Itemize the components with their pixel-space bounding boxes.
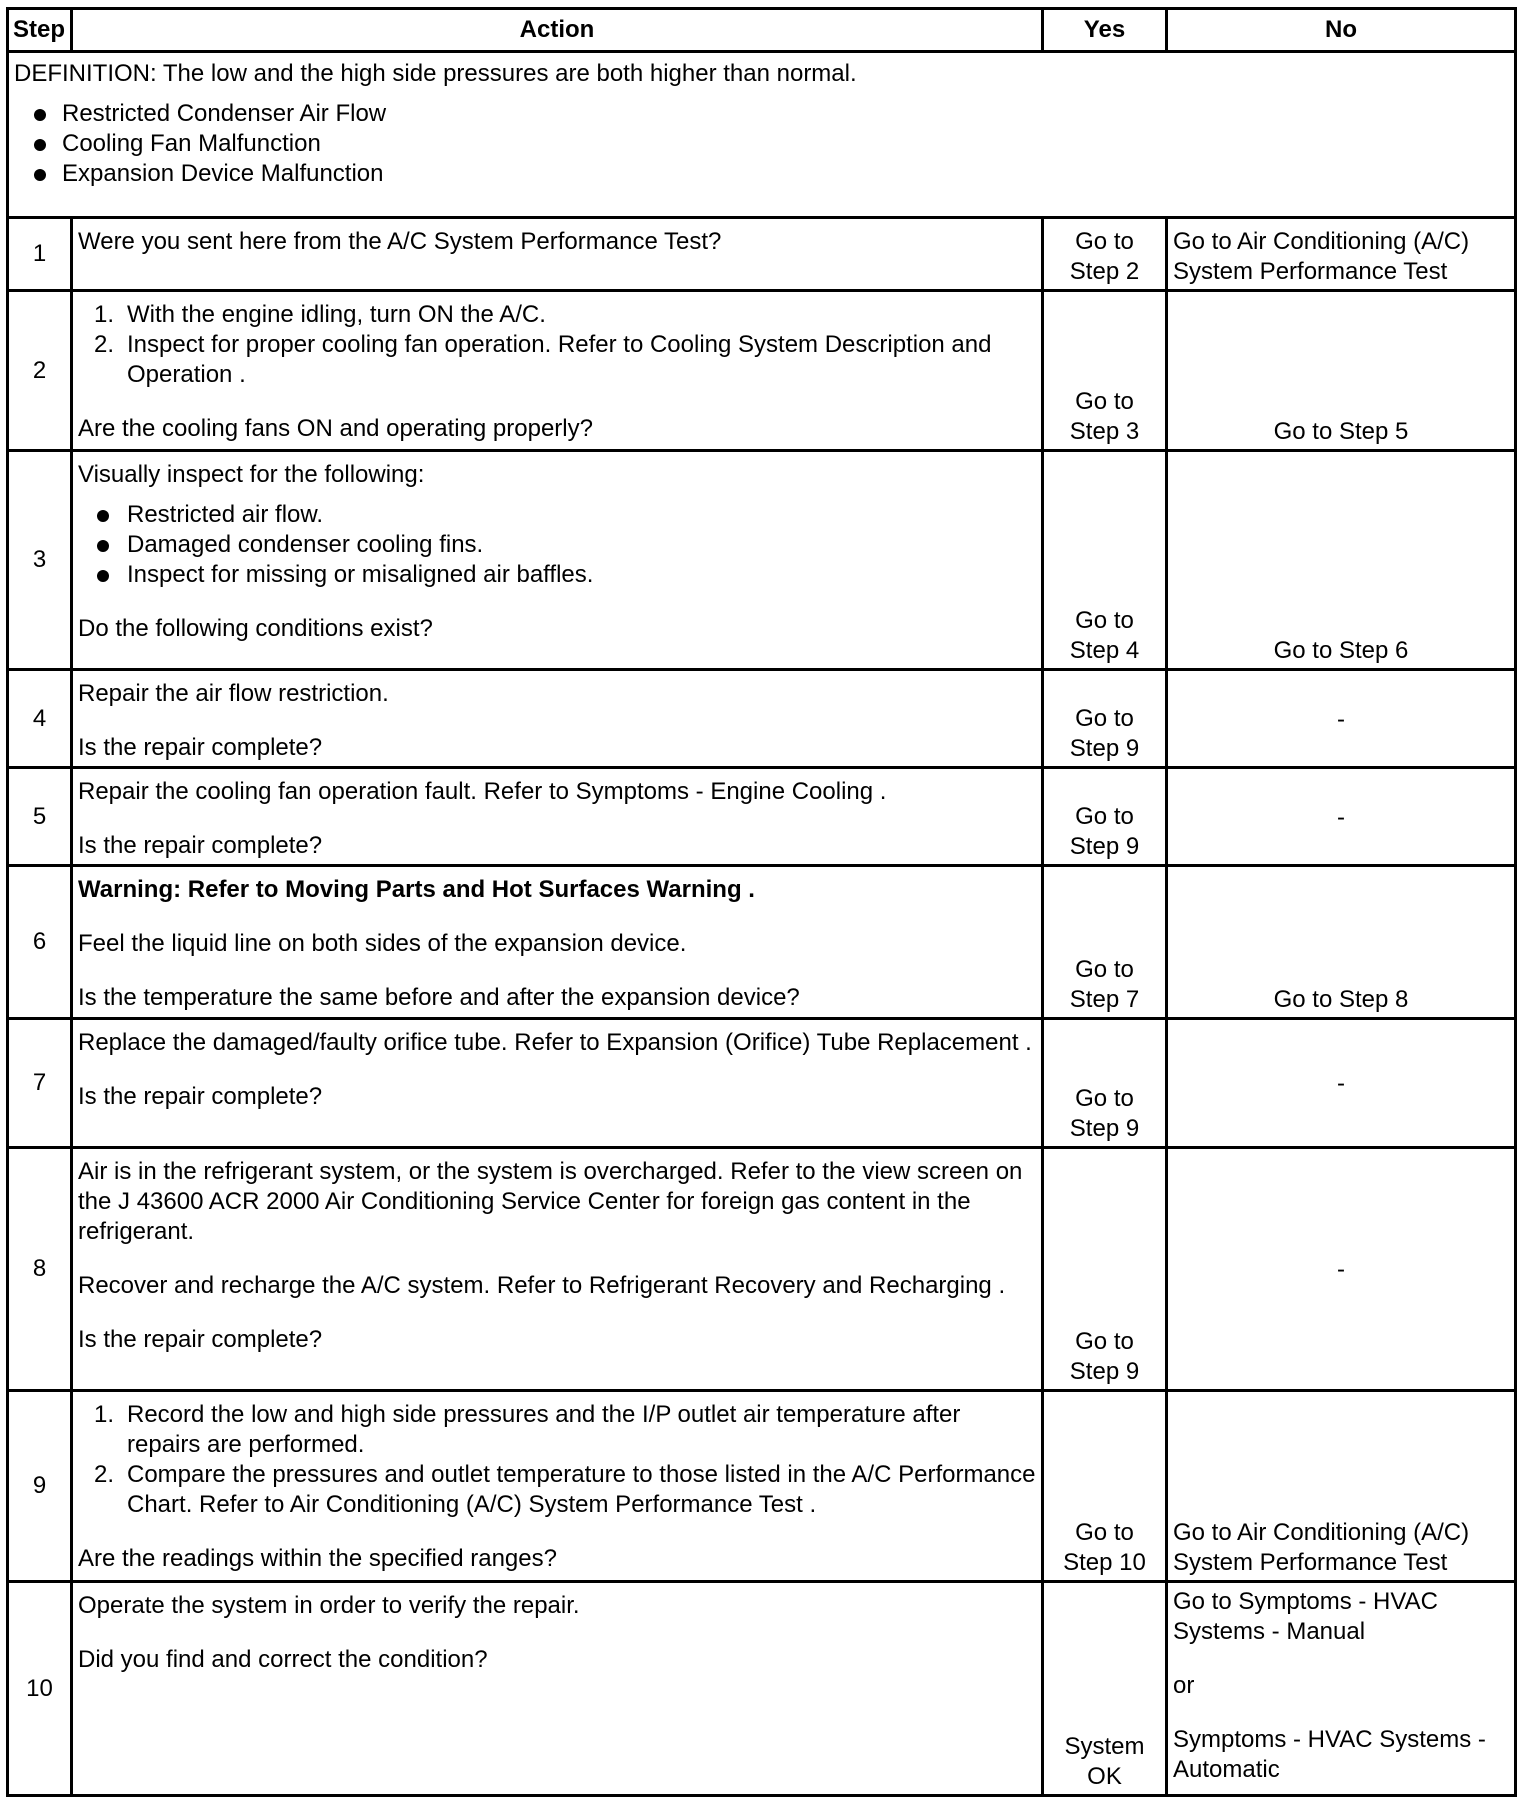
step-no: - — [1167, 670, 1516, 768]
step-yes — [1043, 451, 1167, 670]
no-line: System Performance Test — [1173, 258, 1448, 285]
step-text: Operate the system in order to verify the repair. — [78, 1592, 580, 1619]
yes-line: Step 9 — [1069, 735, 1140, 762]
step-no: - — [1167, 1148, 1516, 1391]
step-question: Is the repair complete? — [78, 832, 323, 859]
yes-line: Step 7 — [1069, 986, 1140, 1013]
step-row-3 — [8, 451, 1516, 670]
step-text-2: Recover and recharge the A/C system. Refer to Refrigerant Recovery and Recharging . — [78, 1272, 1006, 1299]
step-yes — [1043, 291, 1167, 451]
step-bullets — [78, 500, 1036, 590]
step-number: 7 — [8, 1019, 72, 1148]
diagnostic-table — [6, 7, 1517, 1797]
step-action — [72, 1148, 1043, 1391]
yes-line: Step 9 — [1069, 833, 1140, 860]
no-line: or — [1173, 1672, 1195, 1699]
yes-line: Step 4 — [1069, 637, 1140, 664]
step-number: 4 — [8, 670, 72, 768]
step-row-4 — [8, 670, 1516, 768]
definition-bullet: Restricted Condenser Air Flow — [14, 99, 1509, 129]
step-number: 6 — [8, 866, 72, 1019]
step-row-1 — [8, 218, 1516, 291]
step-question: Are the readings within the specified ranges? — [78, 1545, 557, 1572]
step-no: Go to Step 5 — [1167, 291, 1516, 451]
yes-line: Go to — [1075, 1085, 1134, 1112]
step-row-9 — [8, 1391, 1516, 1582]
step-question: Is the temperature the same before and after the expansion device? — [78, 984, 800, 1011]
definition-cell — [8, 52, 1516, 218]
step-question: Is the repair complete? — [78, 1326, 323, 1353]
step-action — [72, 451, 1043, 670]
step-item-text: Inspect for proper cooling fan operation. Refer to Cooling System Description and Operation . — [127, 331, 992, 388]
header-step: Step — [8, 9, 72, 52]
yes-line: Step 9 — [1069, 1358, 1140, 1385]
step-items — [78, 1400, 1036, 1520]
definition-bullets — [14, 99, 1509, 189]
step-row-7 — [8, 1019, 1516, 1148]
step-row-10 — [8, 1582, 1516, 1796]
step-intro: Visually inspect for the following: — [78, 461, 425, 488]
step-action — [72, 1019, 1043, 1148]
yes-line: OK — [1087, 1763, 1122, 1790]
step-number: 9 — [8, 1391, 72, 1582]
step-no — [1167, 218, 1516, 291]
yes-line: Step 9 — [1069, 1115, 1140, 1142]
step-row-5 — [8, 768, 1516, 866]
step-item: 1. With the engine idling, turn ON the A/C. — [94, 301, 546, 328]
step-yes — [1043, 218, 1167, 291]
step-number: 1 — [8, 218, 72, 291]
step-yes — [1043, 670, 1167, 768]
step-question: Did you find and correct the condition? — [78, 1646, 488, 1673]
definition-text: DEFINITION: The low and the high side pressures are both higher than normal. — [14, 60, 857, 87]
no-line: Symptoms - HVAC Systems - Automatic — [1173, 1726, 1486, 1783]
step-yes — [1043, 1148, 1167, 1391]
step-no — [1167, 1582, 1516, 1796]
step-action — [72, 866, 1043, 1019]
header-yes: Yes — [1043, 9, 1167, 52]
step-no — [1167, 1391, 1516, 1582]
no-line: Go to Symptoms - HVAC Systems - Manual — [1173, 1588, 1438, 1645]
yes-line: Go to — [1075, 1328, 1134, 1355]
definition-bullet: Cooling Fan Malfunction — [14, 129, 1509, 159]
step-question: Do the following conditions exist? — [78, 615, 433, 642]
step-number: 5 — [8, 768, 72, 866]
step-number: 3 — [8, 451, 72, 670]
step-bullet: Restricted air flow. — [78, 500, 1036, 530]
step-text: Repair the air flow restriction. — [78, 680, 389, 707]
step-yes — [1043, 1019, 1167, 1148]
step-text: Replace the damaged/faulty orifice tube. Refer to Expansion (Orifice) Tube Replacement . — [78, 1029, 1032, 1056]
yes-line: System — [1064, 1733, 1145, 1760]
step-number: 8 — [8, 1148, 72, 1391]
step-bullet: Damaged condenser cooling fins. — [78, 530, 1036, 560]
yes-line: Go to — [1075, 1519, 1134, 1546]
no-line: Go to Air Conditioning (A/C) — [1173, 228, 1470, 255]
step-yes — [1043, 1582, 1167, 1796]
step-action — [72, 768, 1043, 866]
step-action — [72, 218, 1043, 291]
no-line: System Performance Test — [1173, 1549, 1448, 1576]
header-action: Action — [72, 9, 1043, 52]
definition-bullet: Expansion Device Malfunction — [14, 159, 1509, 189]
step-text: Air is in the refrigerant system, or the system is overcharged. Refer to the view screen on the J 43600 ACR 2000 Air Conditioning Service Center for foreign gas content in the refrigerant. — [78, 1158, 1023, 1245]
step-no: - — [1167, 1019, 1516, 1148]
step-item-text: Compare the pressures and outlet temperature to those listed in the A/C Performance Chart. Refer to Air Conditioning (A/C) System Performance Test . — [127, 1461, 1036, 1518]
step-number: 10 — [8, 1582, 72, 1796]
yes-line: Go to — [1075, 607, 1134, 634]
step-question: Were you sent here from the A/C System Performance Test? — [78, 228, 722, 255]
yes-line: Step 3 — [1069, 418, 1140, 445]
step-row-2 — [8, 291, 1516, 451]
yes-line: Go to — [1075, 228, 1134, 255]
yes-line: Go to — [1075, 705, 1134, 732]
step-action — [72, 291, 1043, 451]
step-no: Go to Step 6 — [1167, 451, 1516, 670]
step-number: 2 — [8, 291, 72, 451]
step-question: Are the cooling fans ON and operating properly? — [78, 415, 593, 442]
yes-line: Go to — [1075, 956, 1134, 983]
step-text: Feel the liquid line on both sides of the expansion device. — [78, 930, 687, 957]
step-item: 1. Record the low and high side pressures and the I/P outlet air temperature after repairs are performed. — [94, 1401, 961, 1458]
step-item: 2. Compare the pressures and outlet temperature to those listed in the A/C Performance Chart. Refer to Air Conditioning (A/C) System Performance Test . — [94, 1461, 1036, 1518]
step-bullet: Inspect for missing or misaligned air baffles. — [78, 560, 1036, 590]
step-text: Repair the cooling fan operation fault. Refer to Symptoms - Engine Cooling . — [78, 778, 887, 805]
step-item: 2. Inspect for proper cooling fan operation. Refer to Cooling System Description and Operation . — [94, 331, 992, 388]
step-action — [72, 1582, 1043, 1796]
step-no: - — [1167, 768, 1516, 866]
step-yes — [1043, 1391, 1167, 1582]
yes-line: Go to — [1075, 803, 1134, 830]
warning-text: Warning: Refer to Moving Parts and Hot Surfaces Warning . — [78, 876, 755, 903]
step-question: Is the repair complete? — [78, 1083, 323, 1110]
no-line: Go to Air Conditioning (A/C) — [1173, 1519, 1470, 1546]
yes-line: Step 2 — [1069, 258, 1140, 285]
step-yes — [1043, 768, 1167, 866]
step-row-6 — [8, 866, 1516, 1019]
step-yes — [1043, 866, 1167, 1019]
yes-line: Step 10 — [1063, 1549, 1146, 1576]
step-action — [72, 1391, 1043, 1582]
header-no: No — [1167, 9, 1516, 52]
yes-line: Go to — [1075, 388, 1134, 415]
step-question: Is the repair complete? — [78, 734, 323, 761]
step-row-8 — [8, 1148, 1516, 1391]
step-item-text: With the engine idling, turn ON the A/C. — [127, 301, 546, 328]
header-row — [8, 9, 1516, 52]
step-item-text: Record the low and high side pressures and the I/P outlet air temperature after repairs are performed. — [127, 1401, 961, 1458]
step-action — [72, 670, 1043, 768]
step-items — [78, 300, 1036, 390]
definition-row — [8, 52, 1516, 218]
step-no: Go to Step 8 — [1167, 866, 1516, 1019]
